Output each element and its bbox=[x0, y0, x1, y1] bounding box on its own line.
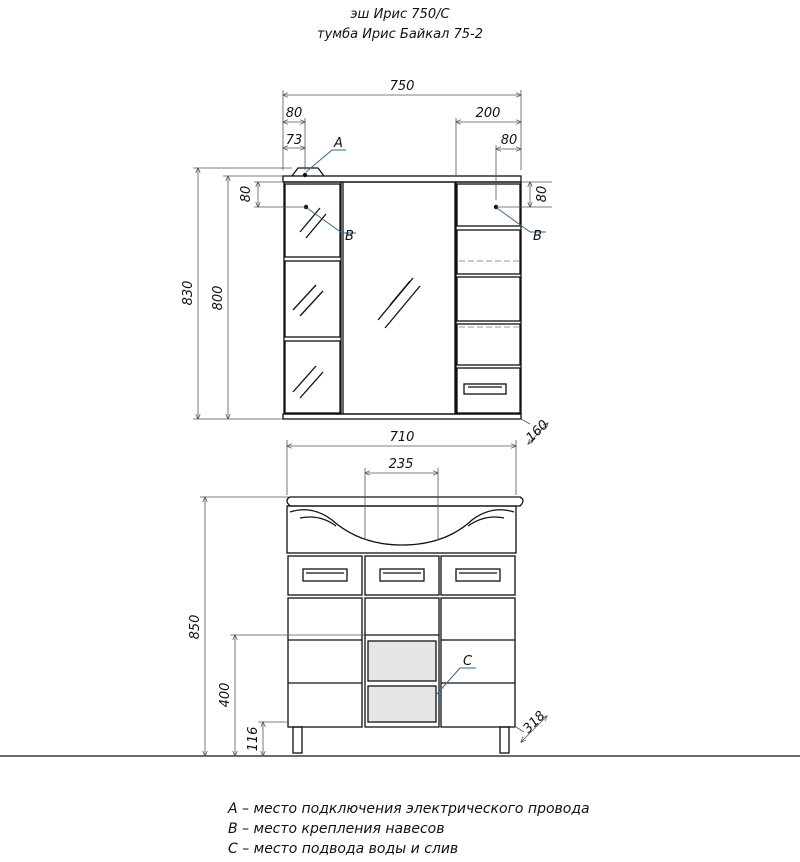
dim-mirror-total-height: 830 bbox=[181, 280, 196, 306]
label-a: A bbox=[334, 136, 343, 151]
left-glass-door-1 bbox=[285, 184, 340, 257]
lamp-icon bbox=[292, 168, 324, 176]
dim-mirror-left-offset: 80 bbox=[285, 106, 303, 121]
leg-right bbox=[500, 727, 509, 753]
right-drawer bbox=[457, 368, 520, 413]
drawer-left bbox=[288, 556, 362, 595]
drawer-handle-right bbox=[456, 569, 500, 581]
dim-cabinet-depth: 318 bbox=[520, 708, 549, 737]
right-column bbox=[456, 182, 521, 414]
countertop bbox=[287, 497, 523, 506]
title-line-1: эш Ирис 750/С bbox=[350, 7, 450, 22]
glass-hatch-marks bbox=[293, 208, 326, 398]
dim-mirror-right-offset: 80 bbox=[500, 133, 518, 148]
mirror-hatch-marks bbox=[378, 278, 420, 328]
door-right bbox=[441, 598, 515, 727]
legend-item-c: C – место подвода воды и слив bbox=[228, 841, 459, 857]
label-c: C bbox=[463, 654, 473, 669]
dim-pipe-height: 400 bbox=[218, 682, 233, 708]
left-glass-door-3 bbox=[285, 341, 340, 413]
mirror-top-shelf bbox=[283, 176, 521, 182]
drawer-center bbox=[365, 556, 439, 595]
dim-mirror-left-inner: 73 bbox=[285, 133, 303, 148]
label-b-left: B bbox=[345, 229, 354, 244]
dim-leg-height: 116 bbox=[246, 726, 261, 752]
right-door-1 bbox=[457, 184, 520, 226]
dim-mirror-depth: 160 bbox=[523, 417, 552, 446]
drawer-right bbox=[441, 556, 515, 595]
central-mirror bbox=[343, 182, 455, 414]
water-supply-area-lower bbox=[368, 686, 436, 722]
dim-cabinet-height: 850 bbox=[188, 614, 203, 640]
mirror-bottom-shelf bbox=[283, 414, 521, 419]
dim-mirror-width: 750 bbox=[389, 79, 415, 94]
title-line-2: тумба Ирис Байкал 75-2 bbox=[317, 27, 483, 42]
right-door-3 bbox=[457, 277, 520, 321]
mirror-cabinet bbox=[181, 79, 552, 446]
dim-mirror-left-hang: 80 bbox=[239, 185, 254, 203]
label-b-right: B bbox=[533, 229, 542, 244]
legend-item-b: B – место крепления навесов bbox=[228, 821, 445, 837]
electric-point-a bbox=[303, 173, 307, 177]
right-drawer-handle bbox=[464, 384, 506, 394]
legend bbox=[227, 801, 590, 857]
dim-mirror-right-hang: 80 bbox=[535, 185, 550, 203]
dim-mirror-body-height: 800 bbox=[211, 285, 226, 311]
sink-bowl bbox=[290, 510, 514, 545]
drawer-handle-center bbox=[380, 569, 424, 581]
drawer-handle-left bbox=[303, 569, 347, 581]
right-door-2 bbox=[457, 230, 520, 274]
legend-item-a: A – место подключения электрического провода bbox=[228, 801, 590, 817]
water-supply-area-c bbox=[368, 641, 436, 681]
dim-cabinet-width: 710 bbox=[389, 430, 415, 445]
dim-sink-width: 235 bbox=[388, 457, 414, 472]
dim-mirror-right-block: 200 bbox=[475, 106, 501, 121]
left-glass-door-2 bbox=[285, 261, 340, 337]
door-left bbox=[288, 598, 362, 727]
vanity-cabinet bbox=[0, 430, 800, 756]
right-door-4 bbox=[457, 324, 520, 365]
leg-left bbox=[293, 727, 302, 753]
